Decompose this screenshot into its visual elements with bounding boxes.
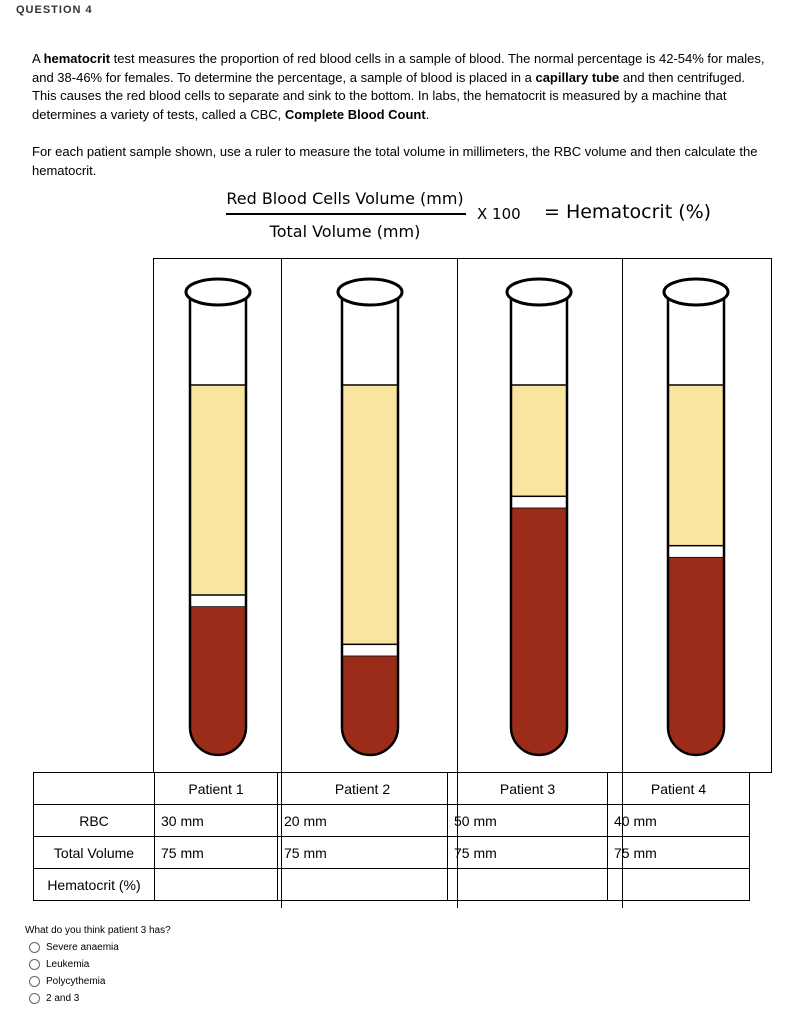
capillary-tube-3 [507, 279, 571, 755]
hematocrit-cell-patient-1 [155, 869, 278, 901]
total-cell-patient-3: 75 mm [448, 837, 608, 869]
tube-mouth [186, 279, 250, 305]
row-label: RBC [34, 805, 155, 837]
formula-result: = Hematocrit (%) [544, 201, 712, 223]
row-label: Total Volume [34, 837, 155, 869]
rbc-layer [190, 607, 246, 755]
buffy-coat-layer [342, 644, 398, 656]
column-header-patient-1: Patient 1 [155, 773, 278, 805]
table-row-rbc [34, 805, 750, 837]
plasma-layer [190, 385, 246, 595]
hematocrit-cell-patient-4 [608, 869, 750, 901]
mc-option-3[interactable]: Polycythemia [29, 976, 105, 987]
formula-multiplier: X 100 [477, 205, 521, 223]
capillary-tube-2 [338, 279, 402, 755]
formula-numerator: Red Blood Cells Volume (mm) [226, 189, 464, 208]
tube-mouth [338, 279, 402, 305]
mc-option-4[interactable]: 2 and 3 [29, 993, 79, 1004]
mc-option-2[interactable]: Leukemia [29, 959, 89, 970]
table-header-row [34, 773, 750, 805]
rbc-layer [668, 558, 724, 755]
total-cell-patient-1: 75 mm [155, 837, 278, 869]
hematocrit-cell-patient-2 [278, 869, 448, 901]
instructions-paragraph: For each patient sample shown, use a ruler to measure the total volume in millimeters, the RBC volume and then calculate the hematocrit. [32, 144, 758, 178]
table-corner-cell [34, 773, 155, 805]
radio-button[interactable] [29, 976, 40, 987]
tube-mouth [664, 279, 728, 305]
radio-button[interactable] [29, 942, 40, 953]
capillary-tube-1 [186, 279, 250, 755]
plasma-layer [511, 385, 567, 496]
tube-mouth [507, 279, 571, 305]
plasma-layer [342, 385, 398, 644]
plasma-layer [668, 385, 724, 546]
row-label: Hematocrit (%) [34, 869, 155, 901]
question-label: QUESTION 4 [16, 4, 93, 16]
rbc-cell-patient-4: 40 mm [608, 805, 750, 837]
radio-button[interactable] [29, 993, 40, 1004]
column-header-patient-4: Patient 4 [608, 773, 750, 805]
intro-paragraph: A hematocrit test measures the proportion of red blood cells in a sample of blood. The normal percentage is 42-54% for males, and 38-46% for females. To determine the percentage, a sample of blood is placed in a capillary tube and then centrifuged. This causes the red blood cells to separate and sink to the bottom. In labs, the hematocrit is measured by a machine that determines a variety of tests, called a CBC, Complete Blood Count. [32, 51, 765, 122]
table-row-hematocrit [34, 869, 750, 901]
table-row-total-volume [34, 837, 750, 869]
buffy-coat-layer [668, 546, 724, 558]
rbc-cell-patient-1: 30 mm [155, 805, 278, 837]
capillary-tube-4 [664, 279, 728, 755]
rbc-cell-patient-2: 20 mm [278, 805, 448, 837]
total-cell-patient-2: 75 mm [278, 837, 448, 869]
rbc-layer [342, 656, 398, 755]
radio-button[interactable] [29, 959, 40, 970]
total-cell-patient-4: 75 mm [608, 837, 750, 869]
buffy-coat-layer [511, 496, 567, 508]
column-header-patient-3: Patient 3 [448, 773, 608, 805]
results-table [33, 772, 750, 901]
hematocrit-cell-patient-3 [448, 869, 608, 901]
mc-option-1[interactable]: Severe anaemia [29, 942, 119, 953]
buffy-coat-layer [190, 595, 246, 607]
column-header-patient-2: Patient 2 [278, 773, 448, 805]
formula-denominator: Total Volume (mm) [269, 222, 421, 241]
rbc-layer [511, 508, 567, 755]
rbc-cell-patient-3: 50 mm [448, 805, 608, 837]
mc-question: What do you think patient 3 has? [25, 925, 171, 936]
